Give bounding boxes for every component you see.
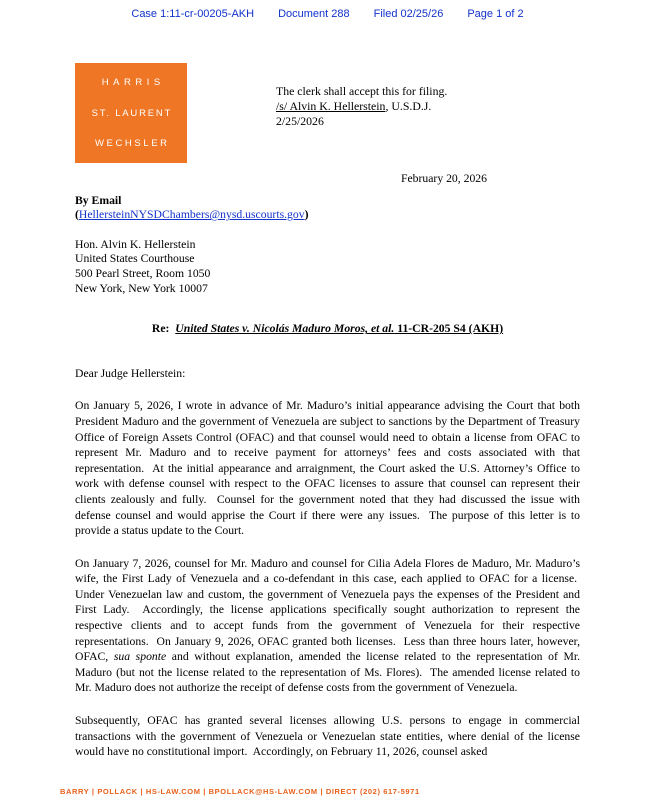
ecf-header <box>0 8 655 20</box>
by-email-label: By Email <box>75 193 122 207</box>
email-paren-open: ( <box>75 208 79 222</box>
judge-title-suffix: , U.S.D.J. <box>385 99 432 114</box>
endorsement-signature-line <box>276 99 447 114</box>
paragraph-2-text-post: and without explanation, amended the license related to the representation of Mr. Maduro (but not the license related to the representation of Ms. Flores). The amended license related to Mr. Maduro does not authorize the receipt of defense costs from the government of Venezuela. <box>75 650 581 695</box>
re-docket-number: 11-CR-205 S4 (AKH) <box>394 322 504 336</box>
letter-date: February 20, 2026 <box>400 172 487 185</box>
judge-endorsement <box>276 84 447 130</box>
email-paren-close: ) <box>304 208 309 222</box>
salutation: Dear Judge Hellerstein: <box>75 366 186 380</box>
paragraph-2-text-pre: On January 7, 2026, counsel for Mr. Maduro and counsel for Cilia Adela Flores de Maduro, Mr. Maduro’s wife, the First Lady of Venezuela and a co-defendant in this case, each applied to OFAC for a license. Under Venezuelan law and custom, the government of Venezuela pays the expenses of the President and First Lady. Accordingly, the license applications specifically sought authorization to represent the respective clients and to accept funds from the government of Venezuela for their respective representations. On January 9, 2026, OFAC granted both licenses. Less than three hours later, however, OFAC, <box>75 556 580 664</box>
re-label: Re: <box>151 322 176 336</box>
firm-logo-line-3: WECHSLER <box>94 138 170 149</box>
endorsement-text: The clerk shall accept this for filing. <box>276 84 448 98</box>
ecf-document-number: Document 288 <box>278 8 350 20</box>
paragraph-3: Subsequently, OFAC has granted several licenses allowing U.S. persons to engage in commercial transactions with the government of Venezuela or Venezuelan state entities, where denial of the license would have no constitutional import. Accordingly, on February 11, 2026, counsel asked <box>75 714 580 759</box>
paragraph-1: On January 5, 2026, I wrote in advance of Mr. Maduro’s initial appearance advising the Court that both President Maduro and the government of Venezuela are subject to sanctions by the Department of Treasury Office of Foreign Assets Control (OFAC) and that counsel would need to obtain a license from OFAC to represent Mr. Maduro and to receive payment for attorneys’ fees and costs associated with that representation. At the initial appearance and arraignment, the Court asked the U.S. Attorney’s Office to work with defense counsel with respect to the OFAC licenses to assure that counsel can represent their clients zealously and fully. Counsel for the government noted that they had discussed the issue with defense counsel and would apprise the Court if there were any issues. The purpose of this letter is to provide a status update to the Court. <box>75 399 580 538</box>
email-line <box>75 208 580 223</box>
address-line: Hon. Alvin K. Hellerstein <box>75 237 196 251</box>
firm-footer: BARRY | POLLACK | HS-LAW.COM | BPOLLACK@HS-LAW.COM | DIRECT (202) 617-5971 <box>60 787 420 796</box>
address-line: New York, New York 10007 <box>75 281 208 295</box>
ecf-case-number: Case 1:11-cr-00205-AKH <box>131 8 255 20</box>
delivery-method-block <box>75 194 580 223</box>
firm-logo-line-2: ST. LAURENT <box>91 107 173 119</box>
firm-logo-line-1: HARRIS <box>101 77 165 88</box>
recipient-address <box>75 238 580 296</box>
ecf-filed-date: Filed 02/25/26 <box>373 8 444 20</box>
endorsement-date: 2/25/2026 <box>276 114 324 129</box>
re-case-name: United States v. Nicolás Maduro Moros, et al. <box>175 322 395 336</box>
firm-logo <box>75 63 187 163</box>
judge-signature: /s/ Alvin K. Hellerstein <box>276 99 386 114</box>
address-line: 500 Pearl Street, Room 1050 <box>75 266 211 280</box>
email-link[interactable]: HellersteinNYSDChambers@nysd.uscourts.gov <box>78 208 305 222</box>
paragraph-2 <box>75 556 580 696</box>
latin-phrase-sua-sponte: sua sponte <box>113 650 167 664</box>
address-line: United States Courthouse <box>75 252 195 266</box>
ecf-page-number: Page 1 of 2 <box>467 8 524 20</box>
letter-body <box>75 172 580 760</box>
re-line <box>75 322 580 337</box>
